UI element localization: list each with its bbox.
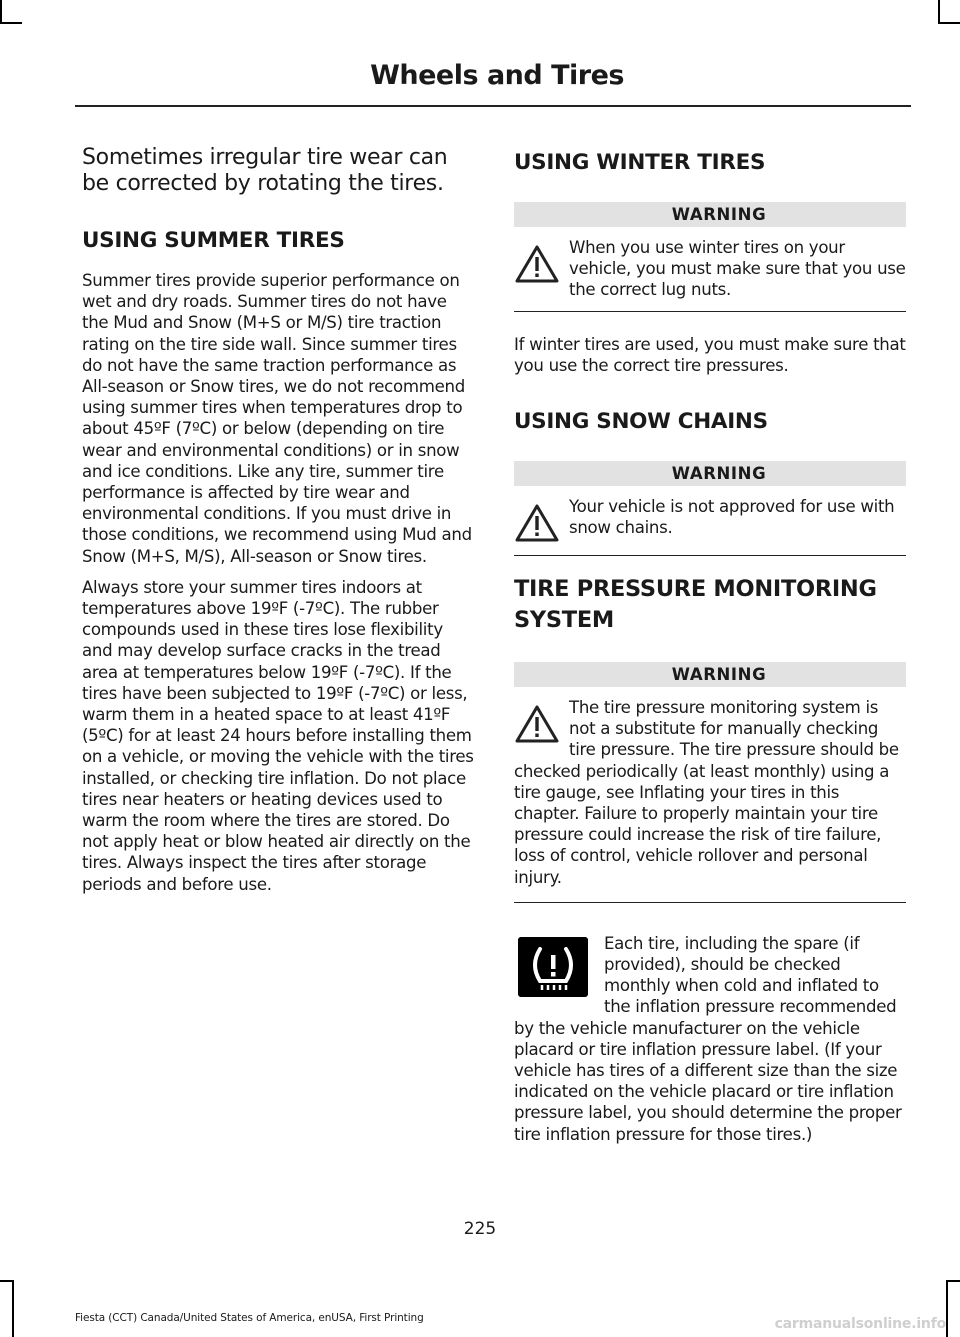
tpms-paragraph: Each tire, including the spare (if provided), should be checked monthly when cold and inflated to the inflation pressure recommended by the vehicle manufacturer on the vehicle placard or tire inflation pressure label. (If your vehicle has tires of a different size than the size indicated on the vehicle placard or tire inflation pressure label, you should determine the proper tire inflation pressure for those tires.) [514, 933, 902, 1144]
tpms-warning-text: The tire pressure monitoring system is not a substitute for manually checking tire pressure. The tire pressure should be checked periodically (at least monthly) using a tire gauge, see Inflating your tires in this chapter. Failure to properly maintain your tire pressure could increase the risk of tire failure, loss of control, vehicle rollover and personal injury. [514, 698, 899, 887]
tpms-warning-box [514, 687, 906, 903]
warning-triangle-icon [515, 503, 559, 543]
summer-tires-paragraph-1: Summer tires provide superior performance on wet and dry roads. Summer tires do not have the Mud and Snow (M+S or M/S) tire traction rating on the tire side wall. Since summer tires do not have the same traction performance as All-season or Snow tires, we do not recommend using summer tires when temperatures drop to about 45ºF (7ºC) or below (depending on tire wear and environmental conditions) or in snow and ice conditions. Like any tire, summer tire performance is affected by tire wear and environmental conditions. If you must drive in those conditions, we recommend using Mud and Snow (M+S, M/S), All-season or Snow tires. [82, 271, 472, 566]
warning-label: WARNING [514, 461, 906, 486]
footer-text: Fiesta (CCT) Canada/United States of America, enUSA, First Printing [75, 1312, 424, 1324]
right-column [514, 145, 906, 1145]
crop-mark [0, 1280, 14, 1282]
winter-tires-paragraph: If winter tires are used, you must make sure that you use the correct tire pressures. [514, 334, 906, 375]
intro-text: Sometimes irregular tire wear can be corrected by rotating the tires. [82, 145, 448, 196]
crop-mark [946, 1280, 960, 1282]
page-number: 225 [463, 1219, 497, 1239]
left-column [82, 145, 474, 905]
winter-warning-box [514, 227, 906, 312]
chains-warning-box [514, 486, 906, 556]
page-title: Wheels and Tires [370, 60, 624, 91]
crop-mark [0, 22, 22, 24]
crop-mark [938, 0, 940, 22]
watermark: carmanualsonline.info [774, 1316, 946, 1332]
crop-mark [0, 0, 2, 22]
summer-tires-heading: USING SUMMER TIRES [82, 228, 345, 253]
tire-pressure-warning-icon [518, 937, 588, 997]
warning-triangle-icon [515, 244, 559, 284]
crop-mark [938, 22, 960, 24]
tpms-info [514, 933, 906, 1145]
warning-label: WARNING [514, 202, 906, 227]
snow-chains-heading: USING SNOW CHAINS [514, 409, 768, 435]
summer-tires-paragraph-2: Always store your summer tires indoors at temperatures above 19ºF (-7ºC). The rubber compounds used in these tires lose flexibility and may develop surface cracks in the tread area at temperatures below 19ºF (-7ºC). If the tires have been subjected to 19ºF (-7ºC) or less, warm them in a heated space to at least 41ºF (5ºC) for at least 24 hours before installing them on a vehicle, or moving the vehicle with the tires installed, or checking tire inflation. Do not place tires near heaters or heating devices used to warm the room where the tires are stored. Do not apply heat or blow heated air directly on the tires. Always inspect the tires after storage periods and before use. [82, 577, 474, 894]
chains-warning-text: Your vehicle is not approved for use with snow chains. [569, 497, 895, 538]
winter-tires-heading: USING WINTER TIRES [514, 150, 766, 175]
header-divider [75, 105, 911, 107]
warning-label: WARNING [514, 662, 906, 687]
warning-triangle-icon [515, 704, 559, 744]
winter-warning-text: When you use winter tires on your vehicle, you must make sure that you use the correct lug nuts. [569, 238, 906, 300]
crop-mark [12, 1280, 14, 1337]
crop-mark [946, 1280, 948, 1337]
tpms-heading: TIRE PRESSURE MONITORING SYSTEM [514, 576, 877, 634]
